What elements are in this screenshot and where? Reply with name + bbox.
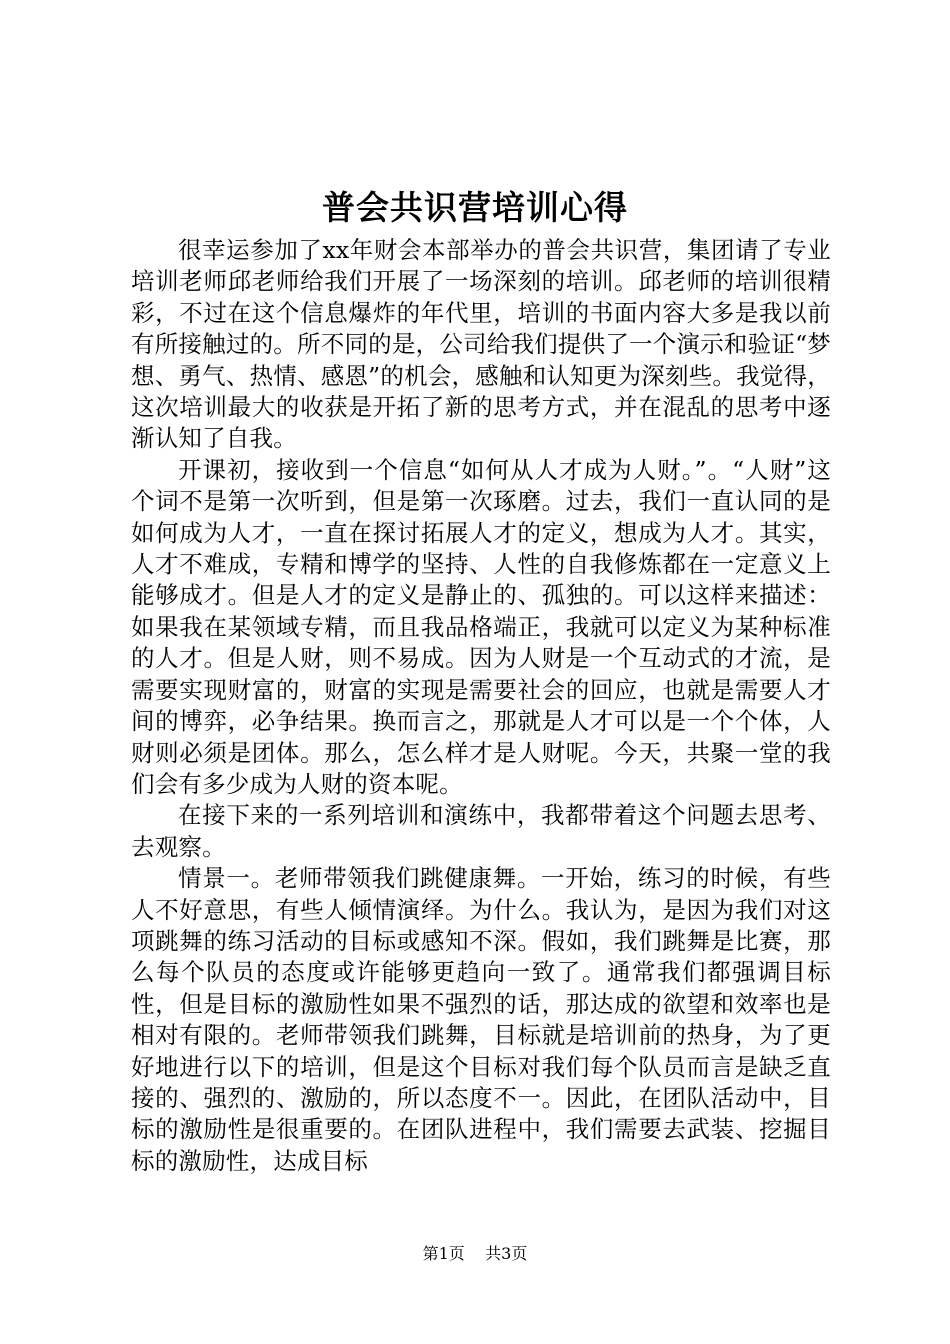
paragraph-renchai: 开课初，接收到一个信息“如何从人才成为人财。”。“人财”这个词不是第一次听到，但是第一次琢磨。过去，我们一直认同的是如何成为人才，一直在探讨拓展人才的定义，想成为人才。其实，人才不难成，专精和博学的坚持、人性的自我修炼都在一定意义上能够成才。但是人才的定义是静止的、孤独的。可以这样来描述：如果我在某领域专精，而且我品格端正，我就可以定义为某种标准的人才。但是人财，则不易成。因为人财是一个互动式的才流，是需要实现财富的，财富的实现是需要社会的回应，也就是需要人才间的博弈，必争结果。换而言之，那就是人才可以是一个个体，人财则必须是团体。那么，怎么样才是人财呢。今天，共聚一堂的我们会有多少成为人财的资本呢。 bbox=[131, 455, 831, 798]
document-body bbox=[131, 235, 831, 1177]
page-footer bbox=[0, 1243, 950, 1265]
paragraph-scenario-one: 情景一。老师带领我们跳健康舞。一开始，练习的时候，有些人不好意思，有些人倾情演绎。为什么。我认为，是因为我们对这项跳舞的练习活动的目标或感知不深。假如，我们跳舞是比赛，那么每个队员的态度或许能够更趋向一致了。通常我们都强调目标性，但是目标的激励性如果不强烈的话，那达成的欲望和效率也是相对有限的。老师带领我们跳舞，目标就是培训前的热身，为了更好地进行以下的培训，但是这个目标对我们每个队员而言是缺乏直接的、强烈的、激励的，所以态度不一。因此，在团队活动中，目标的激励性是很重要的。在团队进程中，我们需要去武装、挖掘目标的激励性，达成目标 bbox=[131, 864, 831, 1175]
page-total: 共3页 bbox=[485, 1244, 528, 1263]
document-title: 普会共识营培训心得 bbox=[322, 188, 628, 227]
paragraph-transition: 在接下来的一系列培训和演练中，我都带着这个问题去思考、去观察。 bbox=[131, 801, 831, 861]
page-number: 第1页 bbox=[422, 1244, 465, 1263]
paragraph-intro: 很幸运参加了xx年财会本部举办的普会共识营，集团请了专业培训老师邱老师给我们开展了一场深刻的培训。邱老师的培训很精彩，不过在这个信息爆炸的年代里，培训的书面内容大多是我以前有所接触过的。所不同的是，公司给我们提供了一个演示和验证“梦想、勇气、热情、感恩”的机会，感触和认知更为深刻些。我觉得，这次培训最大的收获是开拓了新的思考方式，并在混乱的思考中逐渐认知了自我。 bbox=[131, 236, 831, 453]
page-separator bbox=[470, 1244, 480, 1263]
